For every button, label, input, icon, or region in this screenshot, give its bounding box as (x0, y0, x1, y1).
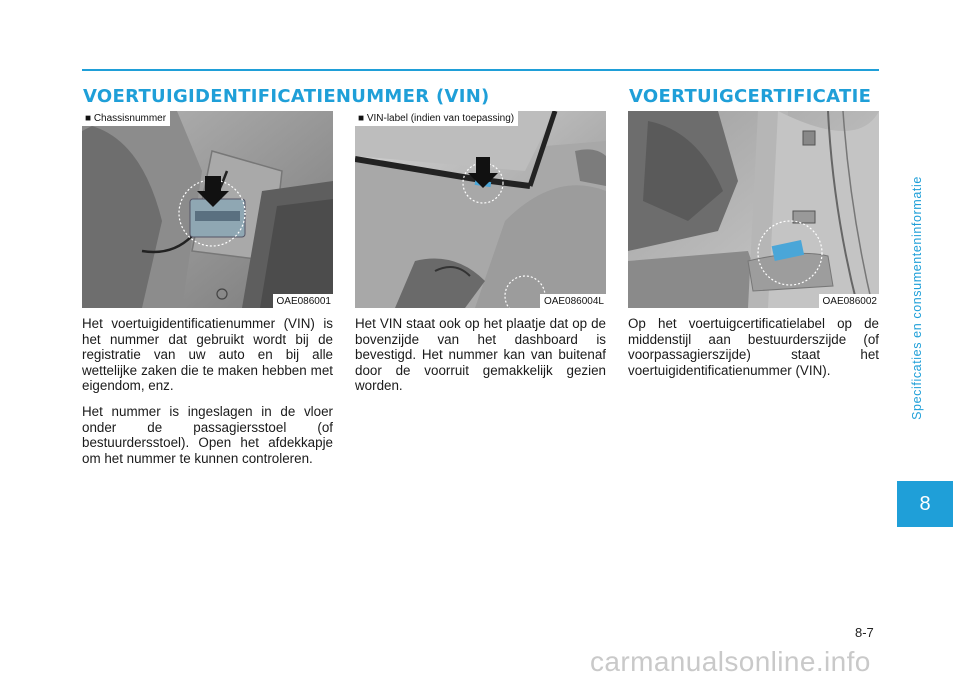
chapter-tab: 8 (897, 481, 953, 527)
chapter-side-label-text: Specificaties en consumenteninformatie (910, 175, 925, 420)
chapter-side-label (897, 120, 937, 475)
dashboard-vin-figure (355, 111, 606, 308)
certificate-label-paragraph: Op het voertuigcertificatielabel op de middenstijl aan bestuurderszijde (of voorpassagierszijde) staat het voertuigidentificatienummer (VIN). (628, 316, 879, 378)
chassis-number-figure (82, 111, 333, 308)
dashboard-vin-illustration (355, 111, 606, 308)
vin-description-paragraph: Het voertuigidentificatienummer (VIN) is het nummer dat gebruikt wordt bij de registratie van uw auto en bij alle wettelijke zaken die te maken hebben met eigendom, enz. (82, 316, 333, 394)
watermark: carmanualsonline.info (590, 646, 871, 677)
figure-code: OAE086002 (819, 294, 880, 308)
page-number: 8-7 (855, 625, 874, 640)
figure-caption: ■ VIN-label (indien van toepassing) (355, 111, 518, 126)
certificate-section-title: VOERTUIGCERTIFICATIE (629, 86, 872, 107)
dashboard-vin-paragraph: Het VIN staat ook op het plaatje dat op de bovenzijde van het dashboard is bevestigd. Het nummer kan van buitenaf door de voorruit gemakkelijk gezien worden. (355, 316, 606, 394)
door-pillar-illustration (628, 111, 879, 308)
vin-section-title: VOERTUIGIDENTIFICATIENUMMER (VIN) (83, 86, 490, 107)
top-rule (82, 69, 879, 71)
figure-code: OAE086004L (540, 294, 606, 308)
door-pillar-label-figure (628, 111, 879, 308)
figure-caption: ■ Chassisnummer (82, 111, 170, 126)
chassis-number-illustration (82, 111, 333, 308)
figure-code: OAE086001 (273, 294, 334, 308)
vin-location-paragraph: Het nummer is ingeslagen in de vloer onder de passagiersstoel (of bestuurdersstoel). Open het afdekkapje om het nummer te kunnen controleren. (82, 404, 333, 466)
